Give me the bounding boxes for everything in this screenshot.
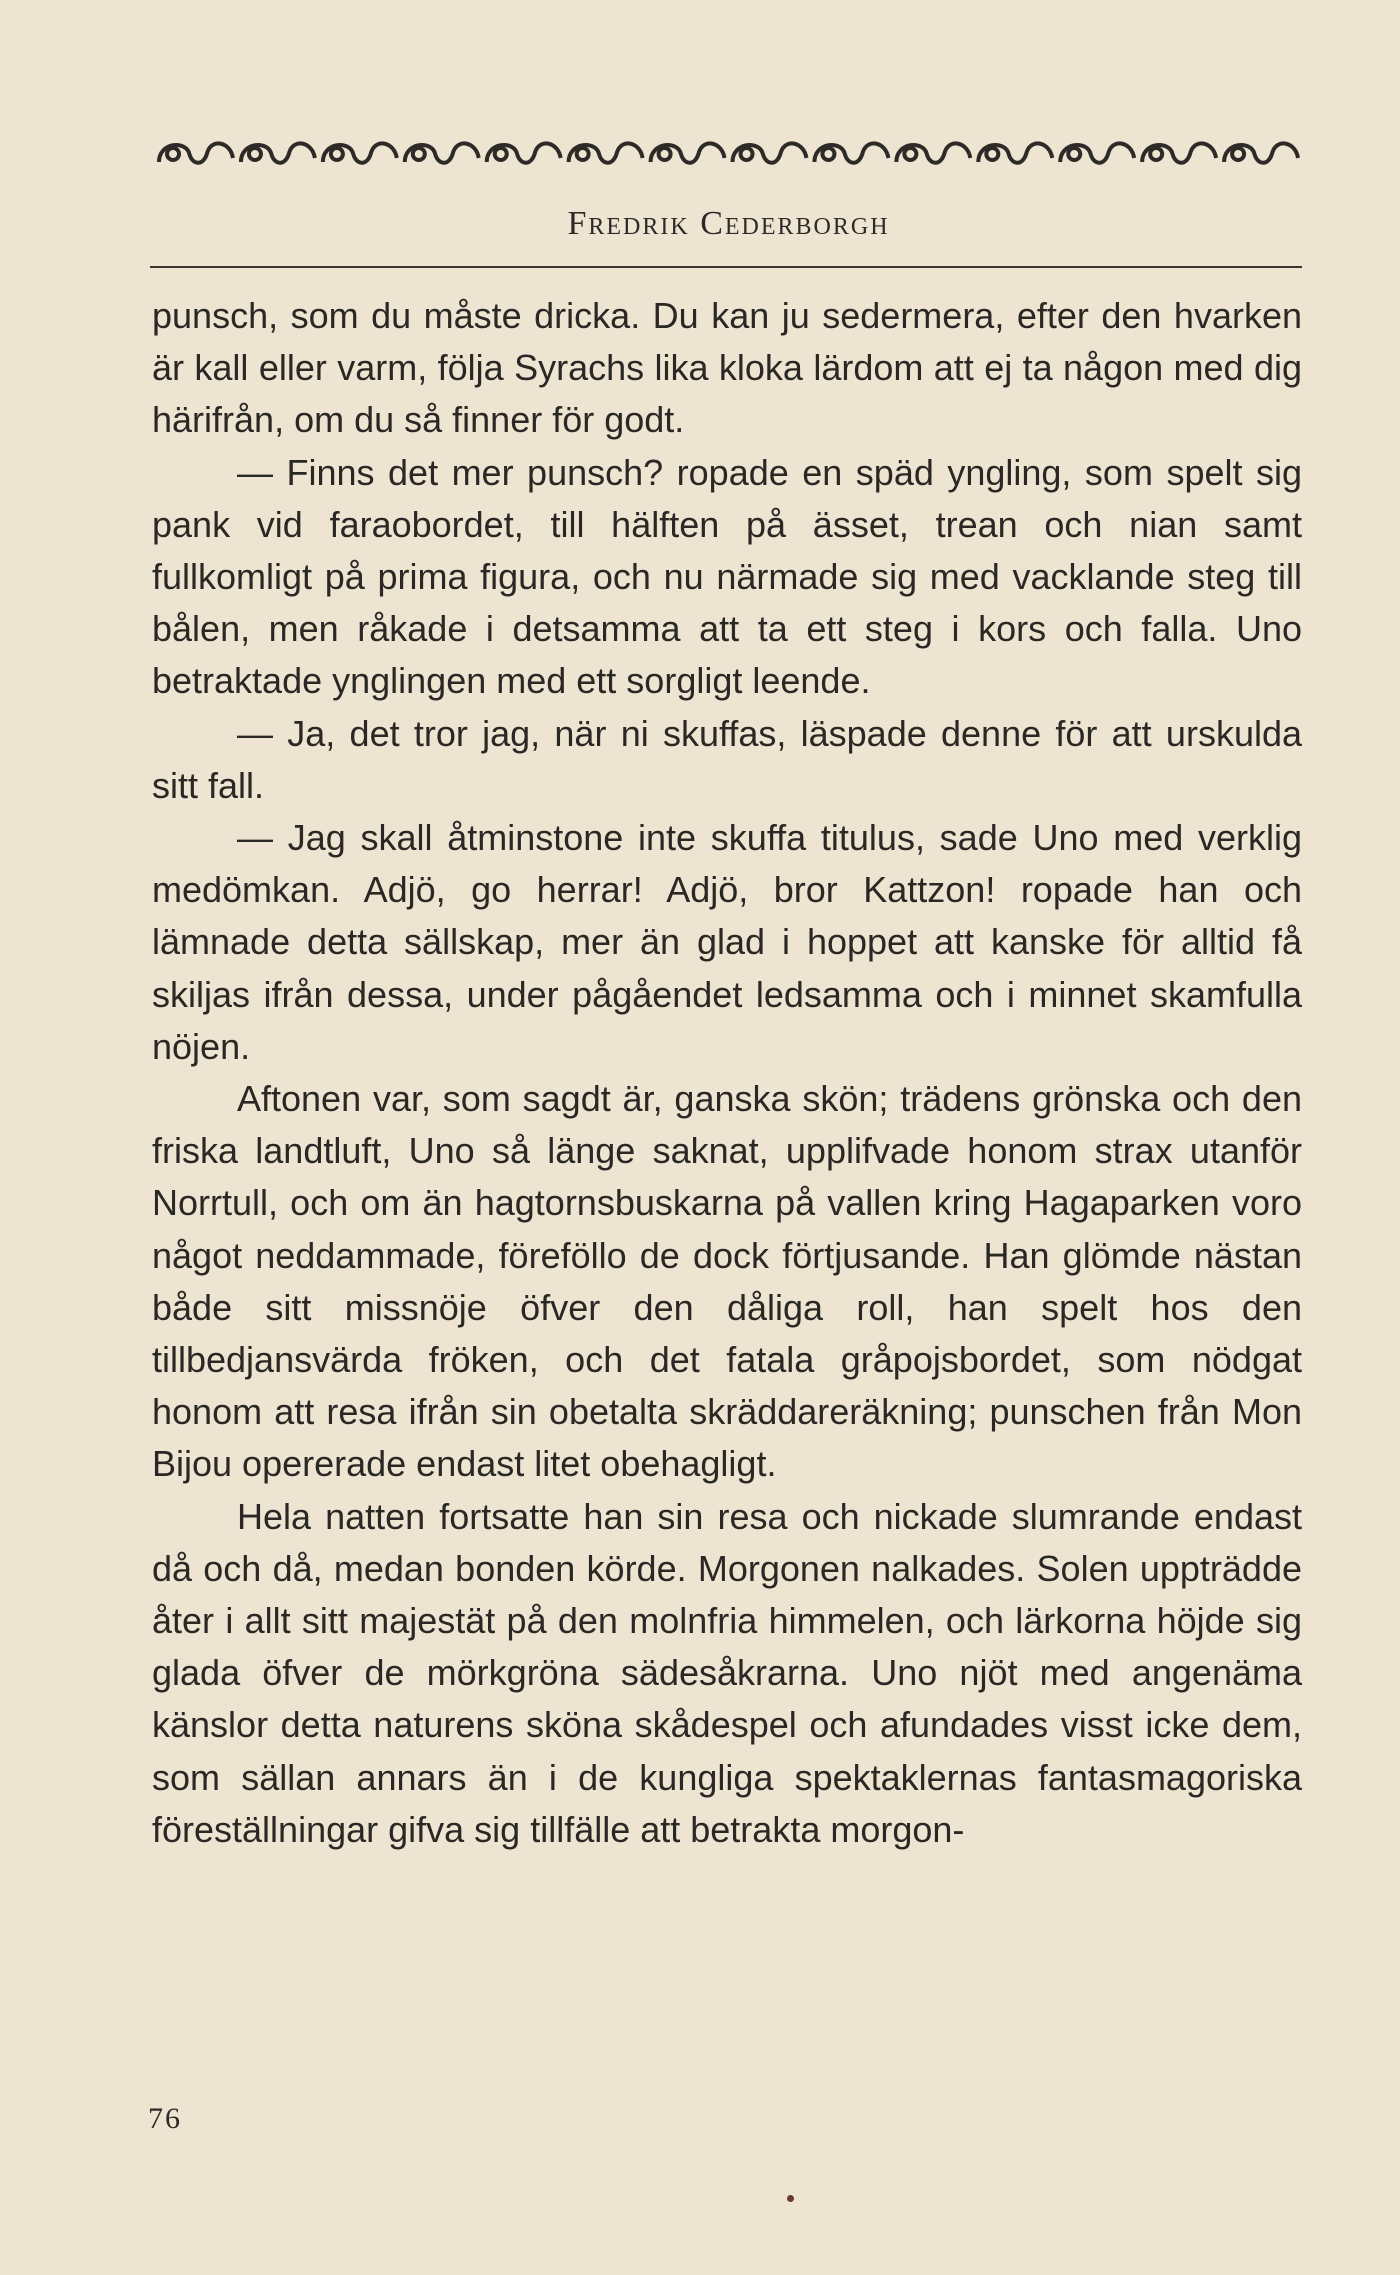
running-title: Fredrik Cederborgh	[567, 205, 890, 242]
scroll-wave-ornament-icon	[155, 132, 1302, 176]
paragraph: — Jag skall åtminstone inte skuffa titulus, sade Uno med verklig medömkan. Adjö, go herrar! Adjö, bror Kattzon! ropade han och lämnade detta sällskap, mer än glad i hoppet att kanske för alltid få skiljas ifrån dessa, under pågåendet ledsamma och i minnet skamfulla nöjen.	[152, 817, 1302, 1067]
paragraph: — Finns det mer punsch? ropade en späd yngling, som spelt sig pank vid faraobordet, till hälften på ässet, trean och nian samt fullkomligt på prima figura, och nu närmade sig med vacklande steg till bålen, men råkade i detsamma att ta ett steg i kors och falla. Uno betraktade ynglingen med ett sorgligt leende.	[152, 451, 1302, 702]
page-body	[152, 290, 1302, 1856]
ink-speck	[787, 2195, 794, 2202]
paragraph: punsch, som du måste dricka. Du kan ju sedermera, efter den hvarken är kall eller varm, följa Syrachs lika kloka lärdom att ej ta någon med dig härifrån, om du så finner för godt.	[152, 295, 1302, 441]
header-rule	[150, 266, 1302, 268]
paragraph: Hela natten fortsatte han sin resa och nickade slumrande endast då och då, medan bonden körde. Morgonen nalkades. Solen uppträdde åter i allt sitt majestät på den molnfria himmelen, och lärkorna höjde sig glada öfver de mörkgröna sädesåkrarna. Uno njöt med angenäma känslor detta naturens sköna skådespel och afundades visst icke dem, som sällan annars än i de kungliga spektaklernas fantasmagoriska föreställningar gifva sig tillfälle att betrakta morgon-	[152, 1495, 1302, 1850]
paragraph: — Ja, det tror jag, när ni skuffas, läspade denne för att urskulda sitt fall.	[152, 712, 1302, 806]
paragraph: Aftonen var, som sagdt är, ganska skön; trädens grönska och den friska landtluft, Uno så länge saknat, upplifvade honom strax utanför Norrtull, och om än hagtornsbuskarna på vallen kring Hagaparken voro något neddammade, föreföllo de dock förtjusande. Han glömde nästan både sitt missnöje öfver den dåliga roll, han spelt hos den tillbedjansvärda fröken, och det fatala gråpojsbordet, som nödgat honom att resa ifrån sin obetalta skräddareräkning; punschen från Mon Bijou opererade endast litet obehagligt.	[152, 1078, 1302, 1485]
page-number: 76	[148, 2102, 182, 2135]
